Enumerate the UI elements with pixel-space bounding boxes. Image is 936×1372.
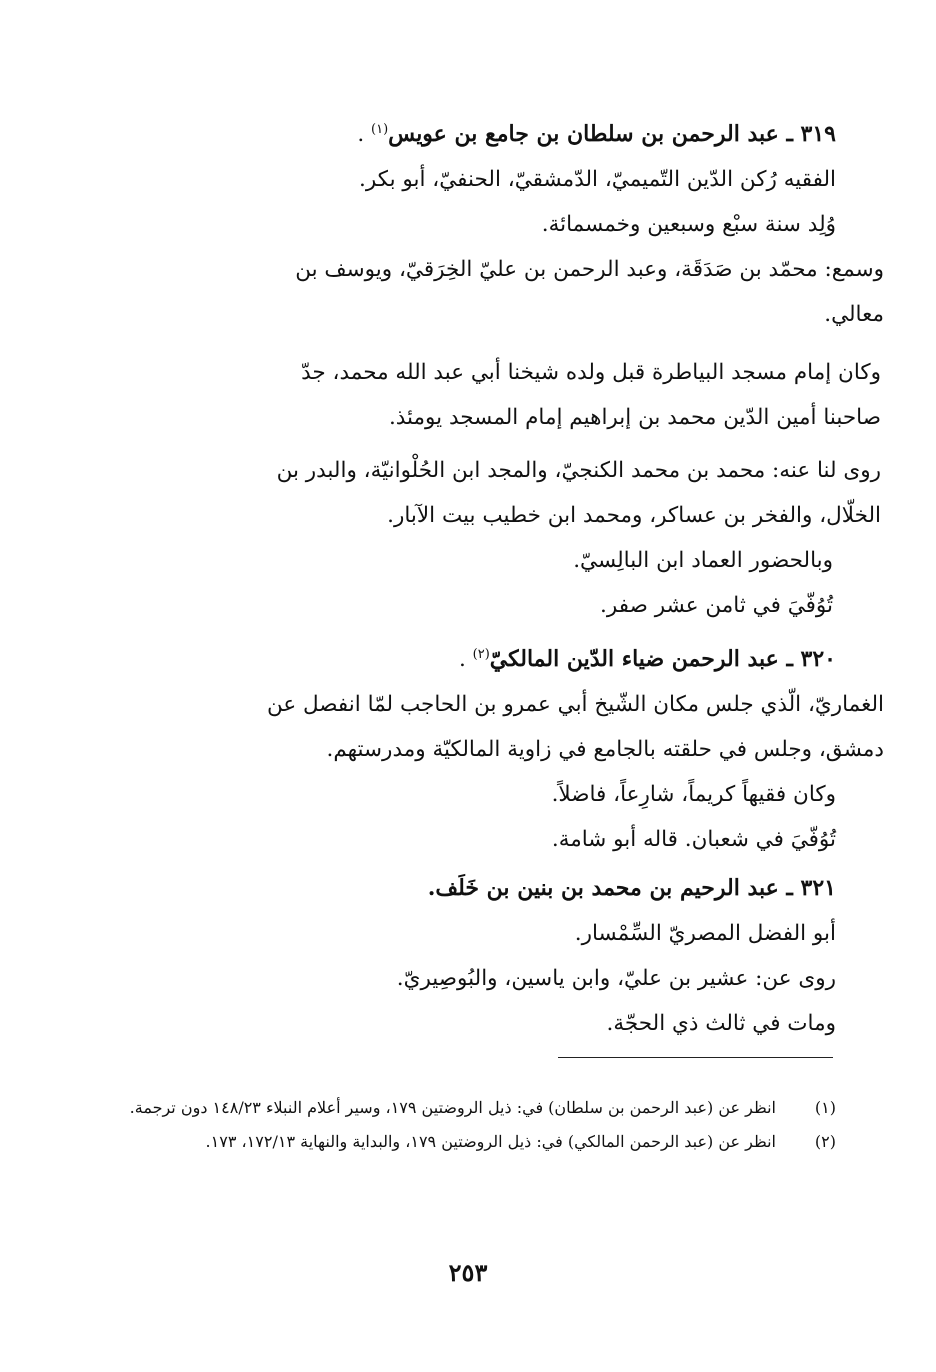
footnote-ref-2[interactable]: (٢) (472, 646, 490, 662)
entry-text-line: وُلِد سنة سبْع وسبعين وخمسمائة. (541, 212, 836, 237)
entry-title: ٣٢٠ ـ عبد الرحمن ضياء الدّين المالكيّ (489, 646, 836, 672)
entry-text-line: الغماريّ، الّذي جلس مكان الشّيخ أبي عمرو بن الحاجب لمّا انفصل عن (266, 692, 884, 717)
page-number: ٢٥٣ (448, 1258, 488, 1287)
footnote-text: انظر عن (عبد الرحمن المالكي) في: ذيل الروضتين ١٧٩، والبداية والنهاية ١٧٢/١٣، ١٧٣. (205, 1132, 776, 1151)
entry-321 (106, 866, 836, 1046)
entry-heading-320 (106, 637, 836, 682)
footnote-2 (106, 1127, 836, 1157)
entry-heading-319 (106, 112, 836, 157)
entry-320 (106, 637, 884, 862)
heading-period: . (458, 647, 466, 672)
footnote-marker: (٢) (814, 1132, 836, 1151)
entry-title: ٣١٩ ـ عبد الرحمن بن سلطان بن جامع بن عويس (388, 121, 836, 147)
entry-319 (106, 112, 884, 337)
footnote-ref-1[interactable]: (١) (371, 121, 389, 137)
entry-text-line: ومات في ثالث ذي الحجّة. (606, 1011, 836, 1036)
footnote-text: انظر عن (عبد الرحمن بن سلطان) في: ذيل الروضتين ١٧٩، وسير أعلام النبلاء ١٤٨/٢٣ دون ترجمة. (129, 1098, 776, 1117)
entry-319-paragraph-3 (103, 448, 881, 628)
entry-text-line: أبو الفضل المصريّ السِّمْسار. (574, 921, 836, 946)
entry-title: ٣٢١ ـ عبد الرحيم بن محمد بن بنين بن خَلَف. (427, 875, 836, 901)
entry-text-line: روى عن: عشير بن عليّ، وابن ياسين، والبُوصِيريّ. (396, 966, 836, 991)
entry-text-line: دمشق، وجلس في حلقته بالجامع في زاوية المالكيّة ومدرستهم. (326, 737, 884, 762)
entry-text-line: الفقيه رُكن الدّين التّميميّ، الدّمشقيّ، الحنفيّ، أبو بكر. (359, 167, 836, 192)
entry-text-line: وكان فقيهاً كريماً، شارِعاً، فاضلاً. (551, 782, 836, 807)
entry-text-line: الخلّال، والفخر بن عساكر، ومحمد ابن خطيب بيت الآبار. (387, 503, 881, 528)
entry-text-line: وبالحضور العماد ابن البالِسيّ. (573, 548, 833, 573)
entry-text-line: وكان إمام مسجد البياطرة قبل ولده شيخنا أبي عبد الله محمد، جدّ (301, 360, 881, 385)
footnote-divider (558, 1057, 833, 1058)
entry-text-line: تُوُفّيَ في ثامن عشر صفر. (600, 593, 833, 618)
entry-text-line: روى لنا عنه: محمد بن محمد الكنجيّ، والمجد ابن الحُلْوانيّة، والبدر بن (276, 458, 881, 483)
entry-heading-321 (106, 866, 836, 911)
entry-319-paragraph-2 (103, 350, 881, 440)
footnote-1 (106, 1093, 836, 1123)
heading-period: . (357, 122, 365, 147)
entry-text-line: صاحبنا أمين الدّين محمد بن إبراهيم إمام المسجد يومئذ. (388, 405, 881, 430)
entry-text-line: معالي. (824, 302, 884, 327)
entry-text-line: تُوُفّيَ في شعبان. قاله أبو شامة. (551, 827, 836, 852)
entry-text-line: وسمع: محمّد بن صَدَقَة، وعبد الرحمن بن عليّ الخِرَقيّ، ويوسف بن (295, 257, 884, 282)
footnotes (106, 1093, 836, 1161)
footnote-marker: (١) (814, 1098, 836, 1117)
